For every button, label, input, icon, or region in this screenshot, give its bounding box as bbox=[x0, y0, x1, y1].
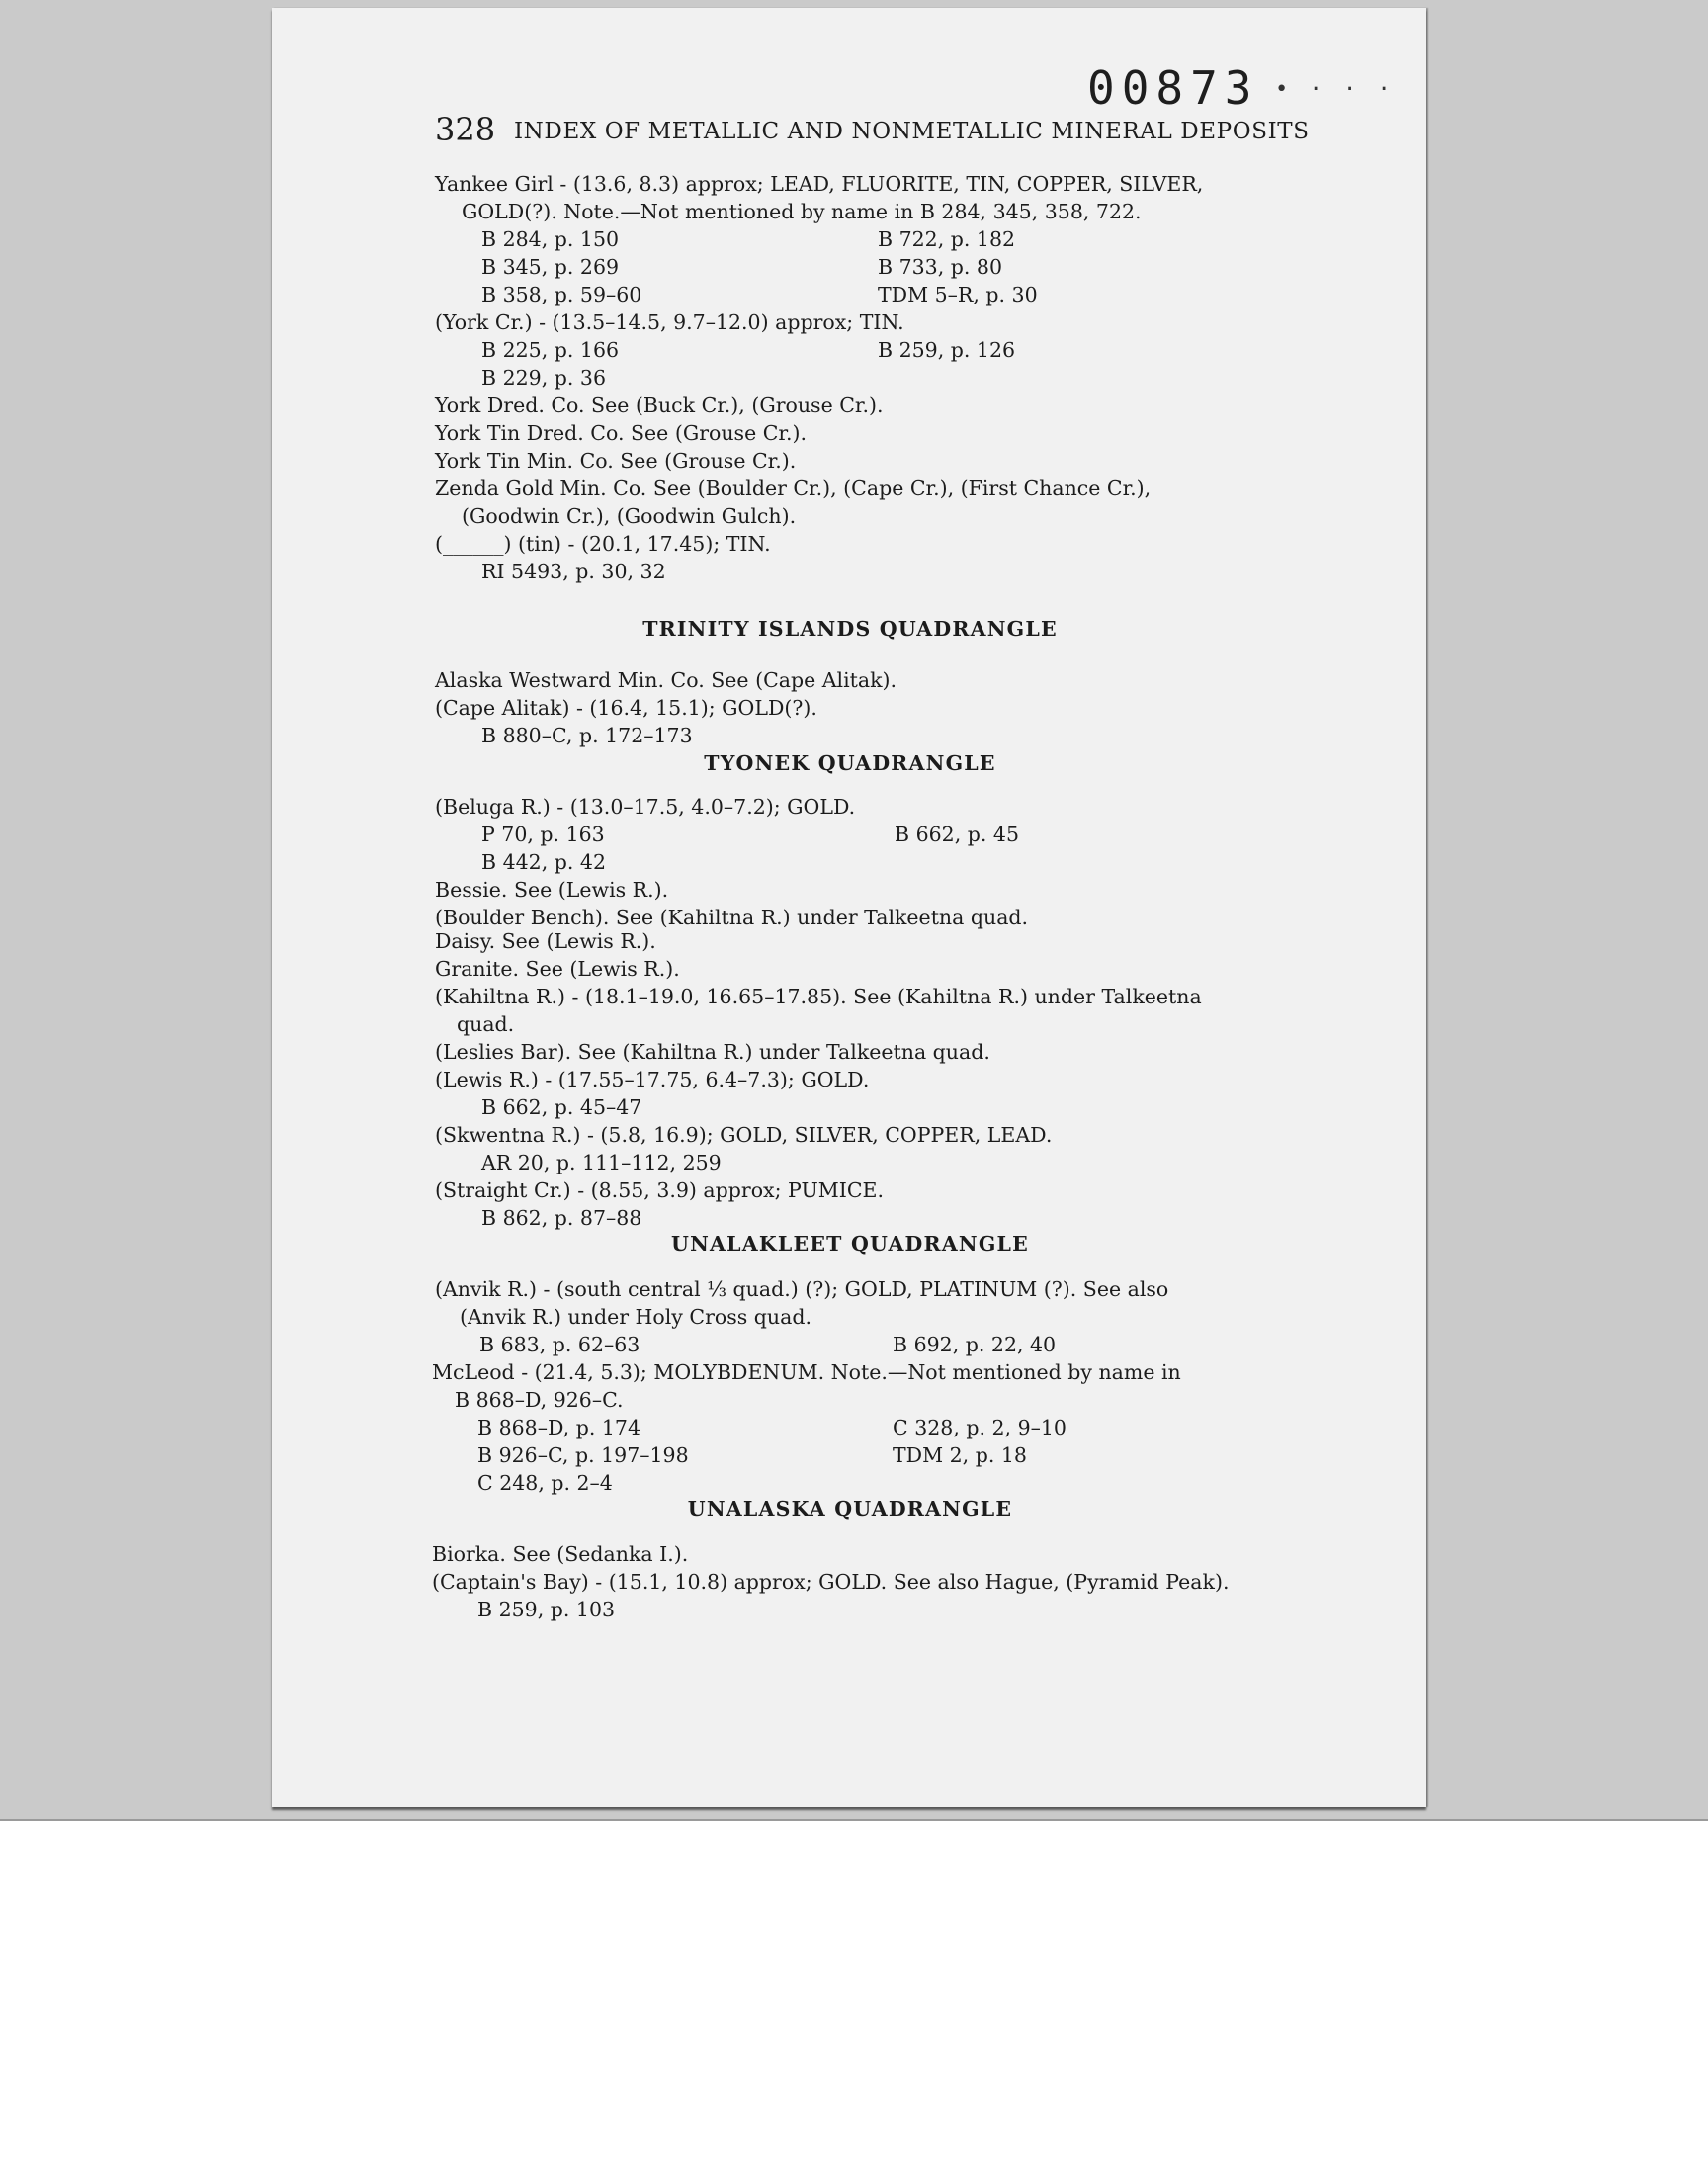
running-head: INDEX OF METALLIC AND NONMETALLIC MINERAL DEPOSITS bbox=[514, 119, 1310, 144]
entry-line: GOLD(?). Note.—Not mentioned by name in B 284, 345, 358, 722. bbox=[462, 200, 1142, 223]
entry-line: (______) (tin) - (20.1, 17.45); TIN. bbox=[435, 532, 771, 556]
section-heading: UNALASKA QUADRANGLE bbox=[687, 1497, 1013, 1521]
reference-line: B 284, p. 150 bbox=[481, 227, 620, 251]
section-heading: TRINITY ISLANDS QUADRANGLE bbox=[642, 617, 1058, 641]
reference-line: B 733, p. 80 bbox=[878, 255, 1002, 279]
reference-line: B 862, p. 87–88 bbox=[481, 1206, 642, 1230]
reference-line: B 926–C, p. 197–198 bbox=[477, 1443, 689, 1467]
reference-line: B 229, p. 36 bbox=[481, 366, 606, 390]
archive-stamp-number: 00873 bbox=[1087, 61, 1259, 115]
stamp-mark-dots: • · · · bbox=[1275, 77, 1395, 102]
entry-line: (Kahiltna R.) - (18.1–19.0, 16.65–17.85). See (Kahiltna R.) under Talkeetna bbox=[435, 985, 1202, 1008]
entry-line: Bessie. See (Lewis R.). bbox=[435, 878, 669, 902]
entry-line: (Beluga R.) - (13.0–17.5, 4.0–7.2); GOLD. bbox=[435, 795, 856, 819]
reference-line: B 722, p. 182 bbox=[878, 227, 1016, 251]
section-heading: TYONEK QUADRANGLE bbox=[704, 751, 996, 775]
reference-line: TDM 2, p. 18 bbox=[893, 1443, 1027, 1467]
reference-line: B 345, p. 269 bbox=[481, 255, 620, 279]
reference-line: B 662, p. 45–47 bbox=[481, 1095, 642, 1119]
reference-line: RI 5493, p. 30, 32 bbox=[481, 560, 666, 583]
entry-line: York Dred. Co. See (Buck Cr.), (Grouse Cr.). bbox=[435, 393, 884, 417]
entry-line: Biorka. See (Sedanka I.). bbox=[432, 1542, 689, 1566]
entry-line: (Anvik R.) under Holy Cross quad. bbox=[460, 1305, 811, 1329]
reference-line: B 683, p. 62–63 bbox=[479, 1333, 640, 1356]
entry-line: (Captain's Bay) - (15.1, 10.8) approx; GOLD. See also Hague, (Pyramid Peak). bbox=[432, 1570, 1230, 1594]
entry-line: (Anvik R.) - (south central ⅓ quad.) (?); GOLD, PLATINUM (?). See also bbox=[435, 1277, 1169, 1301]
entry-line: (Lewis R.) - (17.55–17.75, 6.4–7.3); GOLD. bbox=[435, 1068, 870, 1091]
scanner-edge bbox=[0, 1819, 1708, 1821]
reference-line: B 880–C, p. 172–173 bbox=[481, 724, 693, 747]
reference-line: B 868–D, p. 174 bbox=[477, 1416, 640, 1439]
entry-line: (Straight Cr.) - (8.55, 3.9) approx; PUMICE. bbox=[435, 1178, 884, 1202]
entry-line: York Tin Dred. Co. See (Grouse Cr.). bbox=[435, 421, 807, 445]
reference-line: P 70, p. 163 bbox=[481, 823, 605, 846]
reference-line: B 225, p. 166 bbox=[481, 338, 620, 362]
reference-line: B 259, p. 103 bbox=[477, 1598, 616, 1621]
entry-line: (Skwentna R.) - (5.8, 16.9); GOLD, SILVER, COPPER, LEAD. bbox=[435, 1123, 1053, 1147]
entry-line: B 868–D, 926–C. bbox=[455, 1388, 624, 1412]
entry-line: quad. bbox=[457, 1012, 515, 1036]
reference-line: B 259, p. 126 bbox=[878, 338, 1016, 362]
reference-line: TDM 5–R, p. 30 bbox=[878, 283, 1038, 306]
entry-line: Granite. See (Lewis R.). bbox=[435, 957, 680, 981]
reference-line: AR 20, p. 111–112, 259 bbox=[481, 1151, 722, 1174]
reference-line: B 662, p. 45 bbox=[895, 823, 1019, 846]
page-number: 328 bbox=[435, 111, 496, 148]
entry-line: (Cape Alitak) - (16.4, 15.1); GOLD(?). bbox=[435, 696, 817, 720]
entry-line: McLeod - (21.4, 5.3); MOLYBDENUM. Note.—Not mentioned by name in bbox=[432, 1360, 1181, 1384]
reference-line: B 358, p. 59–60 bbox=[481, 283, 642, 306]
entry-line: (York Cr.) - (13.5–14.5, 9.7–12.0) approx; TIN. bbox=[435, 310, 904, 334]
entry-line: York Tin Min. Co. See (Grouse Cr.). bbox=[435, 449, 797, 473]
reference-line: B 692, p. 22, 40 bbox=[893, 1333, 1057, 1356]
section-heading: UNALAKLEET QUADRANGLE bbox=[671, 1232, 1029, 1256]
entry-line: Zenda Gold Min. Co. See (Boulder Cr.), (Cape Cr.), (First Chance Cr.), bbox=[435, 477, 1152, 500]
reference-line: C 328, p. 2, 9–10 bbox=[893, 1416, 1067, 1439]
entry-line: (Leslies Bar). See (Kahiltna R.) under Talkeetna quad. bbox=[435, 1040, 990, 1064]
entry-line: Daisy. See (Lewis R.). bbox=[435, 929, 656, 953]
reference-line: B 442, p. 42 bbox=[481, 850, 606, 874]
entry-line: Alaska Westward Min. Co. See (Cape Alitak). bbox=[435, 668, 897, 692]
reference-line: C 248, p. 2–4 bbox=[477, 1471, 613, 1495]
entry-line: (Goodwin Cr.), (Goodwin Gulch). bbox=[462, 504, 797, 528]
entry-line: Yankee Girl - (13.6, 8.3) approx; LEAD, FLUORITE, TIN, COPPER, SILVER, bbox=[435, 172, 1204, 196]
entry-line: (Boulder Bench). See (Kahiltna R.) under Talkeetna quad. bbox=[435, 906, 1029, 929]
